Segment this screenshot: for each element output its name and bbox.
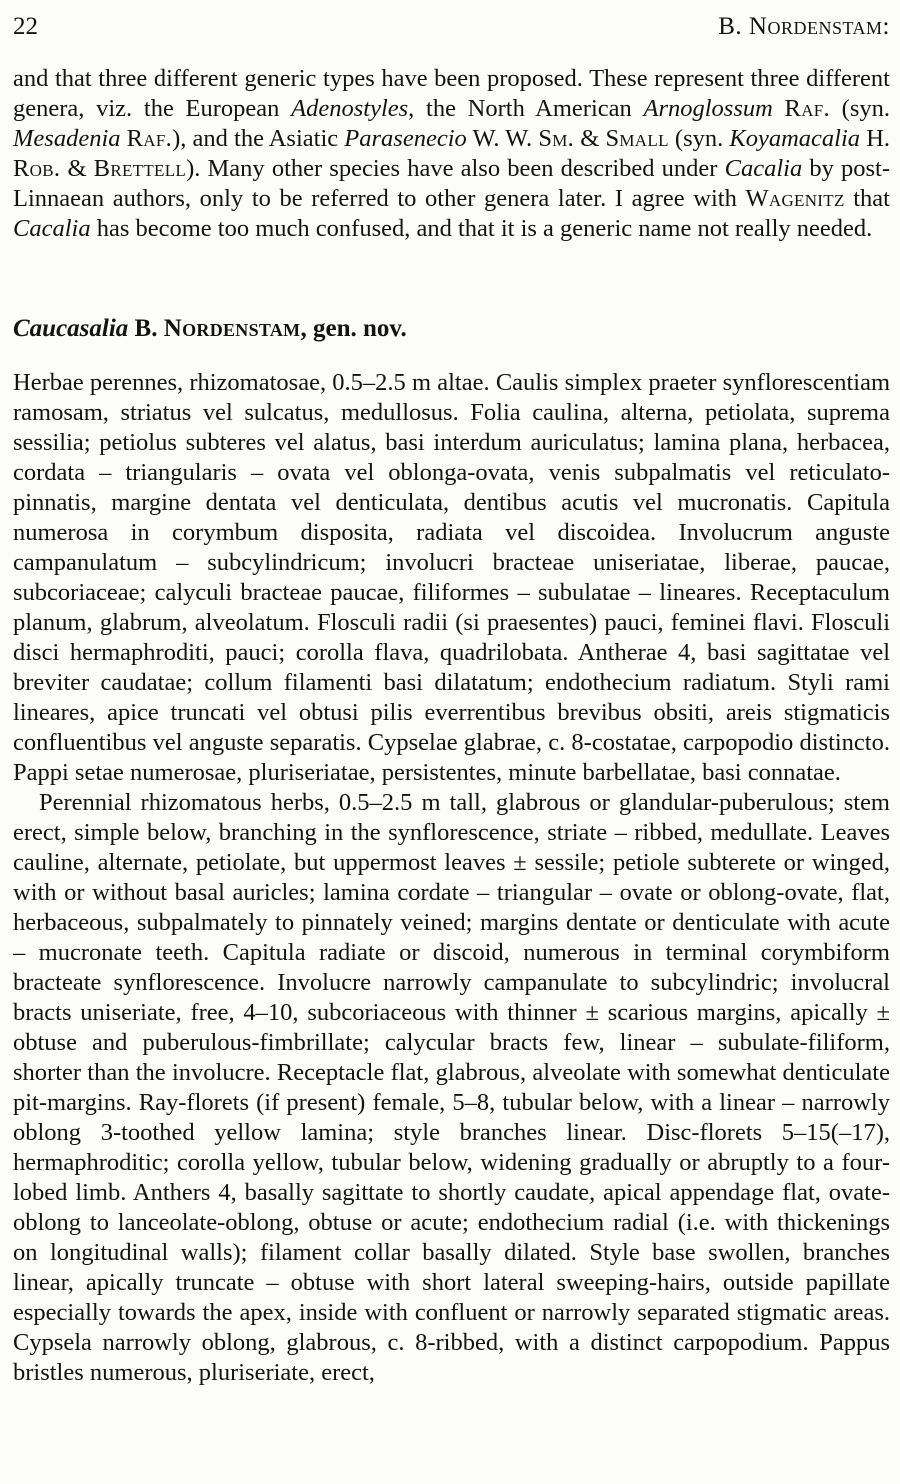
text-run: B. (128, 315, 164, 342)
text-run: & (574, 125, 606, 152)
text-run: Cacalia (13, 215, 91, 242)
text-run: Wagenitz (745, 185, 845, 212)
text-run: Koyamacalia (729, 125, 861, 152)
text-run: Arnoglossum (643, 95, 773, 122)
text-run: Raf. (126, 125, 173, 152)
text-run: Herbae perennes, rhizomatosae, 0.5–2.5 m altae. Caulis simplex praeter synflorescentiam ramosam, striatus vel sulcatus, medullosus. Folia caulina, alterna, petiolata, suprema sessilia; petiolus subteres vel alatus, basi interdum auriculatus; lamina plana, herbacea, cordata – triangularis – ovata vel oblonga-ovata, venis subpalmatis vel reticulato-pinnatis, margine dentata vel denticulata, dentibus acutis vel mucronatis. Capitula numerosa in corymbum disposita, radiata vel discoidea. Involucrum anguste campanulatum – subcylindricum; involucri bracteae uniseriatae, liberae, paucae, subcoriaceae; calyculi bracteae paucae, filiformes – subulatae – lineares. Receptaculum planum, glabrum, alveolatum. Flosculi radii (si praesentes) pauci, feminei flavi. Flosculi disci hermaphroditi, pauci; corolla flava, quadrilobata. Antherae 4, basi sagittatae vel breviter caudatae; collum filamenti basi dilatatum; endothecium radiatum. Styli rami lineares, apice truncati vel obtusi pilis everrentibus brevibus obsiti, areis stigmaticis confluentibus vel anguste separatis. Cypselae glabrae, c. 8-costatae, carpopodio distincto. Pappi setae numerosae, pluriseriatae, persistentes, minute barbellatae, basi connatae. (13, 369, 890, 786)
text-run: Sm. (538, 125, 575, 152)
running-head: B. Nordenstam: (718, 13, 890, 40)
genus-heading (13, 314, 890, 344)
text-run: has become too much confused, and that it is a generic name not really needed. (90, 215, 873, 242)
text-run: by post-Linnaean authors, only to be referred to other genera later. I agree with (13, 155, 891, 212)
text-run: Mesadenia (13, 125, 121, 152)
text-run: Nordenstam (163, 315, 301, 342)
text-run: , gen. nov. (300, 315, 407, 342)
text-run: and that three different generic types have been proposed. These represent three different genera, viz. the European (13, 65, 890, 122)
text-run: Brettell (93, 155, 187, 182)
text-run: , the North American (408, 95, 644, 122)
text-run: (syn. (668, 125, 730, 152)
page-header (13, 12, 890, 42)
text-run: ), and the Asiatic (172, 125, 345, 152)
text-run: (syn. (829, 95, 890, 122)
text-run: Small (605, 125, 669, 152)
text-run: Perennial rhizomatous herbs, 0.5–2.5 m tall, glabrous or glandular-puberulous; stem erect, simple below, branching in the synflorescence, striate – ribbed, medullate. Leaves cauline, alternate, petiolate, but uppermost leaves ± sessile; petiole subterete or winged, with or without basal auricles; lamina cordate – triangular – ovate or oblong-ovate, flat, herbaceous, subpalmately to pinnately veined; margins dentate or denticulate with acute – mucronate teeth. Capitula radiate or discoid, numerous in terminal corymbiform bracteate synflorescence. Involucre narrowly campanulate to subcylindric; involucral bracts uniseriate, free, 4–10, subcoriaceous with thinner ± scarious margins, apically ± obtuse and puberulous-fimbrillate; calycular bracts few, linear – subulate-filiform, shorter than the involucre. Receptacle flat, glabrous, alveolate with somewhat denticulate pit-margins. Ray-florets (if present) female, 5–8, tubular below, with a linear – narrowly oblong 3-toothed yellow lamina; style branches linear. Disc-florets 5–15(–17), hermaphroditic; corolla yellow, tubular below, widening gradually or abruptly to a four-lobed limb. Anthers 4, basally sagittate to shortly caudate, apical appendage flat, ovate-oblong to lanceolate-oblong, obtuse or acute; endothecium radial (i.e. with thickenings on longitudinal walls); filament collar basally dilated. Style base swollen, branches linear, apically truncate – obtuse with short lateral sweeping-hairs, outside papillate especially towards the apex, inside with confluent or narrowly separated stigmatic areas. Cypsela narrowly oblong, glabrous, c. 8-ribbed, with a distinct carpopodium. Pappus bristles numerous, pluriseriate, erect, (13, 789, 890, 1386)
text-run: Parasenecio (344, 125, 467, 152)
text-run: Caucasalia (13, 315, 129, 342)
text-run: Rob. (13, 155, 61, 182)
text-run (773, 95, 785, 122)
paragraph-english-description (13, 788, 890, 1388)
paragraph-intro (13, 64, 890, 244)
text-run: ). Many other species have also been described under (186, 155, 725, 182)
text-run: W. W. (466, 125, 539, 152)
page-number: 22 (13, 13, 38, 40)
text-run: & (60, 155, 94, 182)
text-run: H. (860, 125, 891, 152)
paragraph-latin-diagnosis (13, 368, 890, 788)
text-run: Cacalia (724, 155, 803, 182)
text-run: Adenostyles (291, 95, 409, 122)
text-run: that (844, 185, 890, 212)
text-run: Raf. (784, 95, 830, 122)
